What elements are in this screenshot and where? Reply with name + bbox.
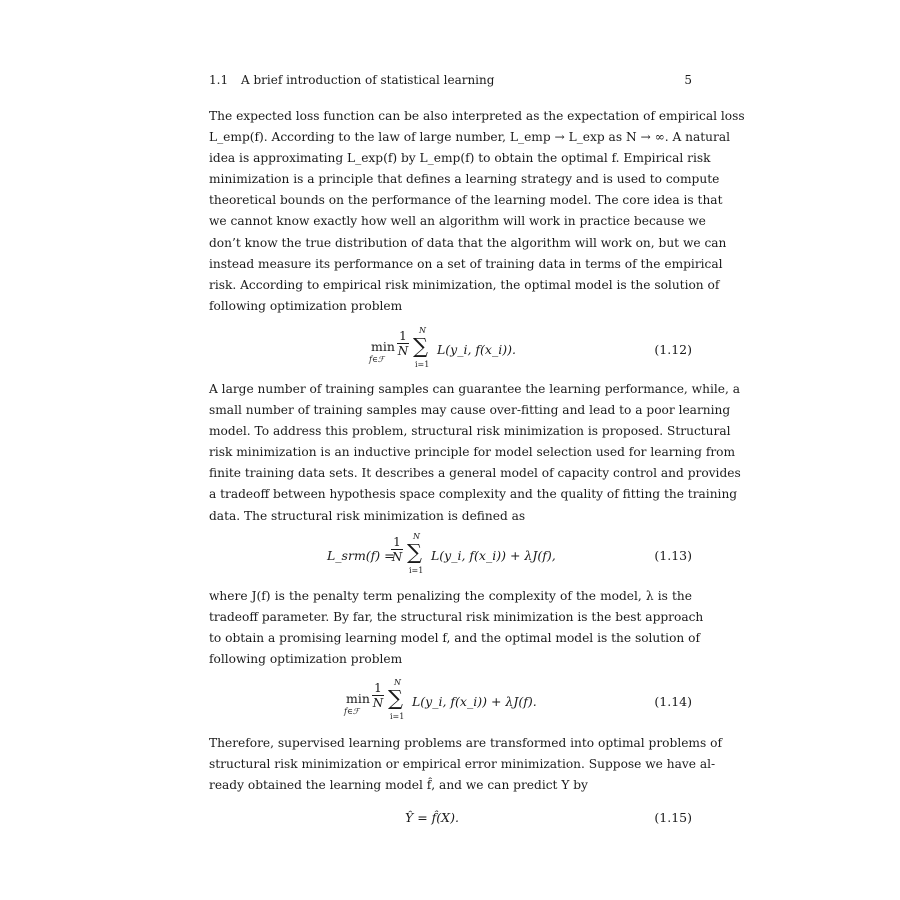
sum-lower-limit: i=1 <box>409 566 424 575</box>
summation-sign: ∑ <box>413 334 428 358</box>
text-line: ready obtained the learning model f̂, and we can predict Y by <box>209 778 588 793</box>
equation-expression: L(y_i, f(x_i)) + λJ(f). <box>412 694 537 709</box>
min-subscript: f∈ℱ <box>369 355 385 364</box>
fraction <box>397 330 409 358</box>
sum-lower-limit: i=1 <box>390 712 405 721</box>
header-section-title: A brief introduction of statistical learning <box>241 73 495 87</box>
sum-lower-limit: i=1 <box>415 360 430 369</box>
summation-sign: ∑ <box>388 686 403 710</box>
text-line: tradeoff parameter. By far, the structural risk minimization is the best approach <box>209 610 704 625</box>
text-line: where J(f) is the penalty term penalizing the complexity of the model, λ is the <box>209 589 692 603</box>
equation-expression: L(y_i, f(x_i)) + λJ(f), <box>431 548 556 563</box>
equation-lhs: L_srm(f) = <box>327 548 395 563</box>
fraction <box>391 536 403 564</box>
text-line: finite training data sets. It describes a general model of capacity control and provides <box>209 466 741 481</box>
text-line: don’t know the true distribution of data that the algorithm will work on, but we can <box>209 235 727 250</box>
min-operator: min <box>371 339 395 354</box>
text-line: The expected loss function can be also interpreted as the expectation of empirical loss <box>209 109 745 123</box>
text-line: Therefore, supervised learning problems are transformed into optimal problems of <box>209 736 722 750</box>
text-line: following optimization problem <box>209 652 403 667</box>
text-line: risk minimization is an inductive principle for model selection used for learning from <box>209 445 736 460</box>
sum-upper-limit: N <box>419 326 426 335</box>
fraction-denominator: N <box>372 696 384 710</box>
text-line: data. The structural risk minimization is defined as <box>209 508 526 523</box>
fraction-numerator: 1 <box>393 535 401 549</box>
text-line: small number of training samples may cause over-fitting and lead to a poor learning <box>209 403 731 418</box>
text-line: model. To address this problem, structural risk minimization is proposed. Structural <box>209 424 731 439</box>
fraction <box>372 682 384 710</box>
fraction-denominator: N <box>391 550 403 564</box>
text-line: to obtain a promising learning model f, and the optimal model is the solution of <box>209 631 700 646</box>
text-line: idea is approximating L_exp(f) by L_emp(f) to obtain the optimal f. Empirical risk <box>209 151 711 166</box>
equation-expression: L(y_i, f(x_i)). <box>437 342 516 357</box>
equation-number: (1.15) <box>654 810 692 825</box>
equation-number: (1.14) <box>654 694 692 709</box>
text-line: minimization is a principle that defines a learning strategy and is used to compute <box>209 172 720 187</box>
equation-expression: Ŷ = f̂(X). <box>405 810 459 825</box>
text-line: a tradeoff between hypothesis space complexity and the quality of fitting the training <box>209 487 738 502</box>
fraction-numerator: 1 <box>399 329 407 343</box>
text-line: theoretical bounds on the performance of the learning model. The core idea is that <box>209 193 723 208</box>
equation-number: (1.12) <box>654 342 692 357</box>
text-line: instead measure its performance on a set of training data in terms of the empirical <box>209 256 723 271</box>
equation-1-15 <box>209 798 692 838</box>
summation-sign: ∑ <box>407 540 422 564</box>
running-header <box>209 71 692 89</box>
paragraph-prediction <box>209 733 722 796</box>
text-line: we cannot know exactly how well an algorithm will work in practice because we <box>209 214 706 229</box>
equation-1-12 <box>209 326 692 370</box>
text-line: A large number of training samples can guarantee the learning performance, while, a <box>209 382 740 396</box>
fraction-denominator: N <box>397 344 409 358</box>
min-subscript: f∈ℱ <box>344 707 360 716</box>
header-section-number: 1.1 <box>209 73 229 87</box>
sum-upper-limit: N <box>413 532 420 541</box>
text-line: risk. According to empirical risk minimization, the optimal model is the solution of <box>209 277 720 292</box>
sum-upper-limit: N <box>394 678 401 687</box>
paragraph-empirical-risk <box>209 106 745 317</box>
fraction-numerator: 1 <box>374 681 382 695</box>
equation-number: (1.13) <box>654 548 692 563</box>
paragraph-penalty-term <box>209 586 704 670</box>
text-line: L_emp(f). According to the law of large number, L_emp → L_exp as N → ∞. A natural <box>209 130 730 145</box>
equation-1-13 <box>209 532 692 576</box>
page-number: 5 <box>684 73 692 87</box>
min-operator: min <box>346 691 370 706</box>
paragraph-structural-risk <box>209 379 741 527</box>
text-line: structural risk minimization or empirical error minimization. Suppose we have al- <box>209 757 716 772</box>
text-line: following optimization problem <box>209 298 403 313</box>
equation-1-14 <box>209 678 692 722</box>
